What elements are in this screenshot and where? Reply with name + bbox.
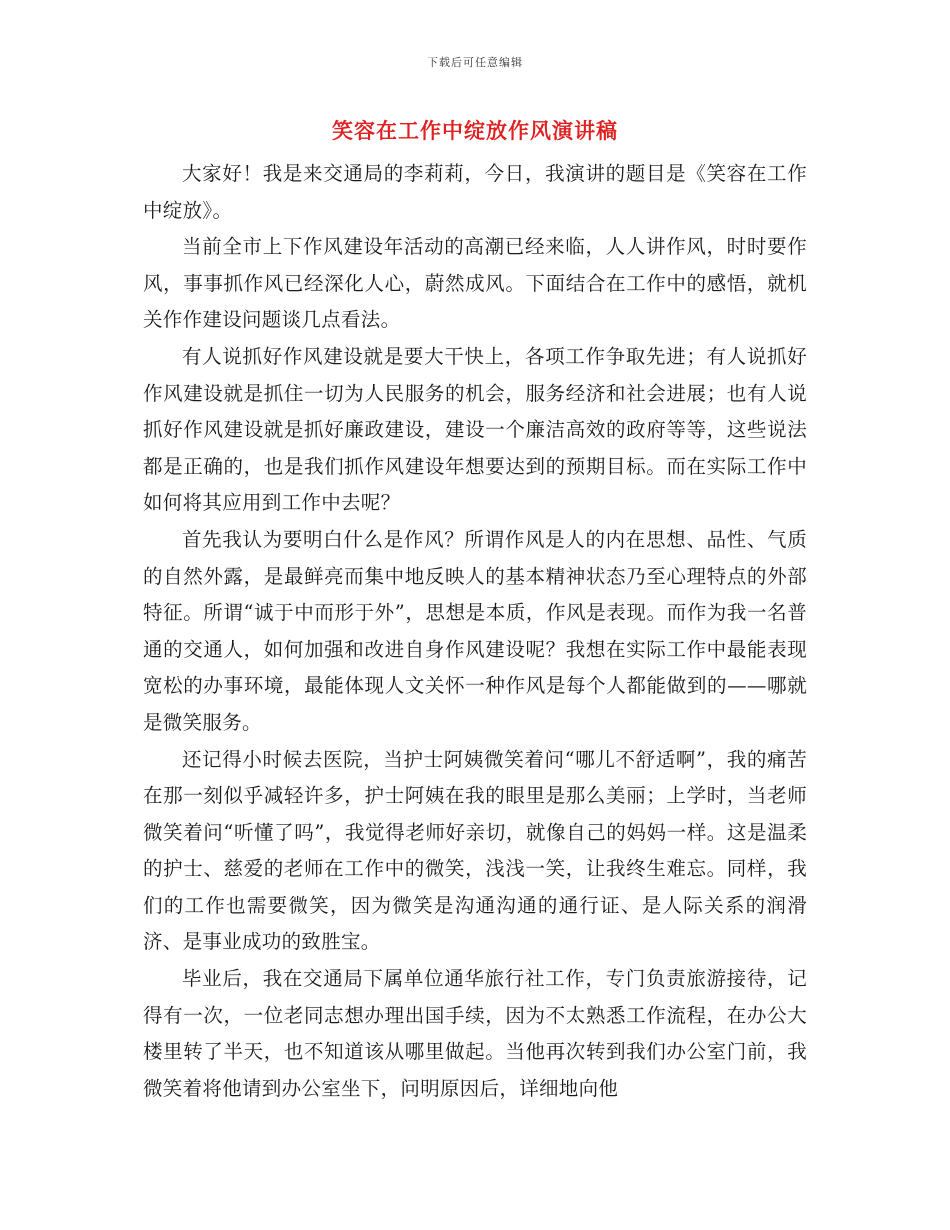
paragraph: 当前全市上下作风建设年活动的高潮已经来临，人人讲作风，时时要作风，事事抓作风已经深化人心，蔚然成风。下面结合在工作中的感悟，就机关作作建设问题谈几点看法。 (143, 235, 807, 332)
document-body (143, 156, 807, 1107)
page-header: 下载后可任意编辑 (427, 56, 523, 69)
paragraph: 有人说抓好作风建设就是要大干快上，各项工作争取先进；有人说抓好作风建设就是抓住一切为人民服务的机会，服务经济和社会进展；也有人说抓好作风建设就是抓好廉政建设，建设一个廉洁高效的政府等等，这些说法都是正确的，也是我们抓作风建设年想要达到的预期目标。而在实际工作中如何将其应用到工作中去呢？ (143, 344, 807, 515)
paragraph: 大家好！我是来交通局的李莉莉，今日，我演讲的题目是《笑容在工作中绽放》。 (143, 162, 807, 222)
paragraph: 还记得小时候去医院，当护士阿姨微笑着问“哪儿不舒适啊”，我的痛苦在那一刻似乎减轻许多，护士阿姨在我的眼里是那么美丽；上学时，当老师微笑着问“听懂了吗”，我觉得老师好亲切，就像自己的妈妈一样。这是温柔的护士、慈爱的老师在工作中的微笑，浅浅一笑，让我终生难忘。同样，我们的工作也需要微笑，因为微笑是沟通沟通的通行证、是人际关系的润滑济、是事业成功的致胜宝。 (143, 747, 807, 954)
paragraph: 首先我认为要明白什么是作风？所谓作风是人的内在思想、品性、气质的自然外露，是最鲜亮而集中地反映人的基本精神状态乃至心理特点的外部特征。所谓“诚于中而形于外”，思想是本质，作风是表现。而作为我一名普通的交通人，如何加强和改进自身作风建设呢？我想在实际工作中最能表现宽松的办事环境，最能体现人文关怀一种作风是每个人都能做到的——哪就是微笑服务。 (143, 527, 807, 734)
document-title: 笑容在工作中绽放作风演讲稿 (332, 118, 618, 143)
paragraph: 毕业后，我在交通局下属单位通华旅行社工作，专门负责旅游接待，记得有一次，一位老同志想办理出国手续，因为不太熟悉工作流程，在办公大楼里转了半天，也不知道该从哪里做起。当他再次转到我们办公室门前，我微笑着将他请到办公室坐下，问明原因后，详细地向他 (143, 967, 807, 1100)
